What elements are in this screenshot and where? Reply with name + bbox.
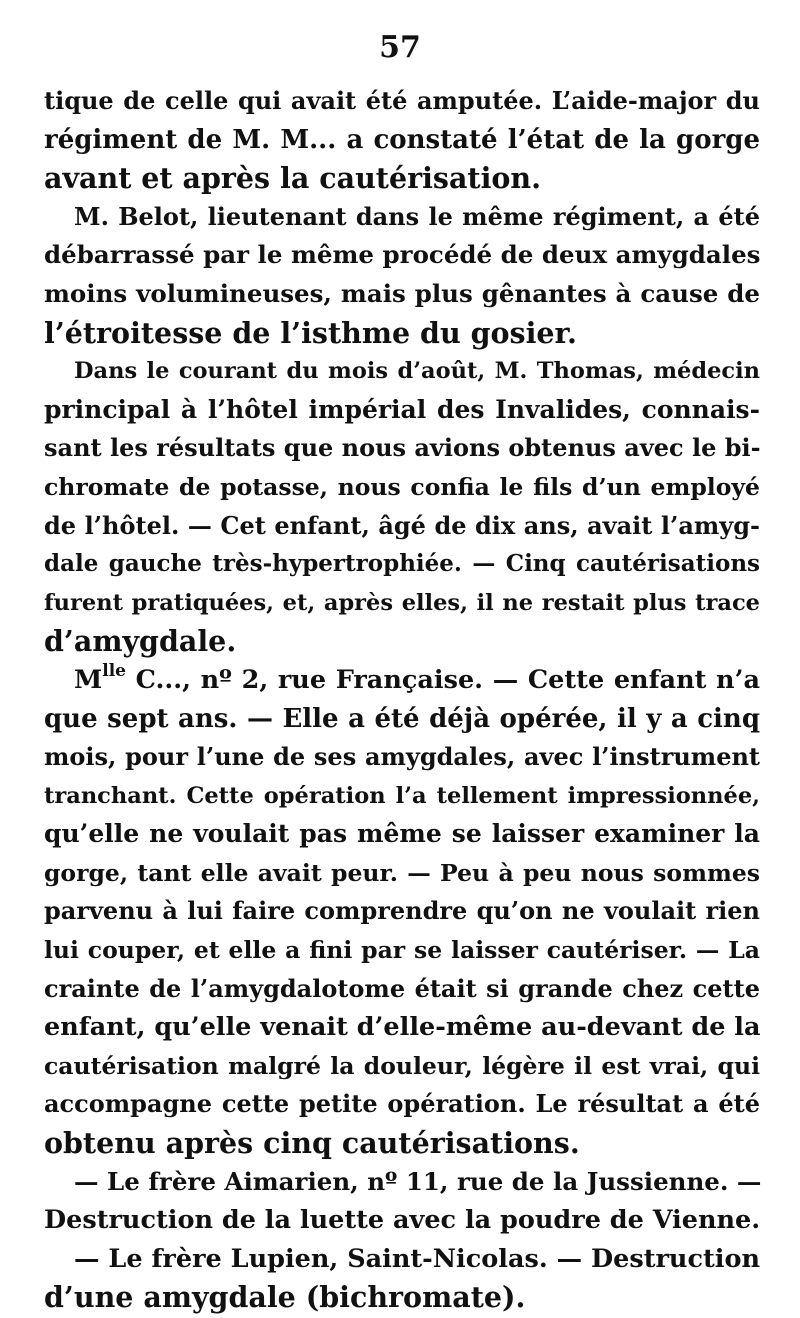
text-line: principal à l’hôtel impérial des Invalides, connais- (44, 394, 760, 424)
text-line: que sept ans. — Elle a été déjà opérée, il y a cinq (44, 703, 760, 734)
body-text (44, 82, 760, 1317)
text-line: de l’hôtel. — Cet enfant, âgé de dix ans, avait l’amyg- (44, 510, 760, 540)
text-line: Destruction de la luette avec la poudre de Vienne. (44, 1205, 761, 1236)
text-line: moins volumineuses, mais plus gênantes à cause de (44, 278, 760, 308)
text-line: avant et après la cautérisation. (44, 161, 542, 196)
text-line: débarrassé par le même procédé de deux amygdales (44, 240, 761, 270)
text-line: lui couper, et elle a fini par se laisser cautériser. — La (44, 936, 760, 965)
mlle-superscript: lle (102, 660, 126, 681)
text-line: régiment de M. M... a constaté l’état de la gorge (44, 124, 760, 155)
text-line: l’étroitesse de l’isthme du gosier. (44, 315, 577, 350)
text-line: qu’elle ne voulait pas même se laisser examiner la (44, 819, 760, 849)
text-line: — Le frère Lupien, Saint-Nicolas. — Destruction (74, 1243, 760, 1274)
text-line: d’amygdale. (44, 624, 237, 659)
text-line: sant les résultats que nous avions obtenus avec le bi- (44, 433, 761, 463)
text-line: parvenu à lui faire comprendre qu’on ne voulait rien (44, 896, 760, 926)
mlle-rest: C..., nº 2, rue Française. — Cette enfant n’a (125, 664, 760, 695)
text-line: cautérisation malgré la douleur, légère il est vrai, qui (44, 1051, 760, 1080)
text-line: chromate de potasse, nous confia le fils d’un employé (44, 472, 760, 501)
text-line: crainte de l’amygdalotome était si grande chez cette (44, 973, 760, 1003)
text-line: enfant, qu’elle venait d’elle-même au-devant de la (44, 1012, 761, 1043)
text-line: d’une amygdale (bichromate). (44, 1280, 526, 1315)
text-line: accompagne cette petite opération. Le résultat a été (44, 1089, 760, 1119)
text-line: furent pratiquées, et, après elles, il ne restait plus trace (44, 589, 760, 616)
mlle-prefix: M (74, 664, 103, 695)
text-line: tranchant. Cette opération l’a tellement impressionnée, (44, 782, 760, 809)
text-line (44, 661, 760, 700)
text-line: gorge, tant elle avait peur. — Peu à peu nous sommes (44, 858, 760, 887)
text-line: mois, pour l’une de ses amygdales, avec l’instrument (44, 742, 760, 772)
text-line: tique de celle qui avait été amputée. L’aide-major du (44, 86, 760, 115)
page-number: 57 (379, 30, 421, 65)
text-line: Dans le courant du mois d’août, M. Thomas, médecin (74, 358, 760, 385)
text-line: dale gauche très-hypertrophiée. — Cinq cautérisations (44, 550, 760, 578)
text-line: M. Belot, lieutenant dans le même régiment, a été (74, 201, 760, 231)
text-line: obtenu après cinq cautérisations. (44, 1126, 580, 1161)
text-line: — Le frère Aimarien, nº 11, rue de la Jussienne. — (74, 1166, 762, 1196)
